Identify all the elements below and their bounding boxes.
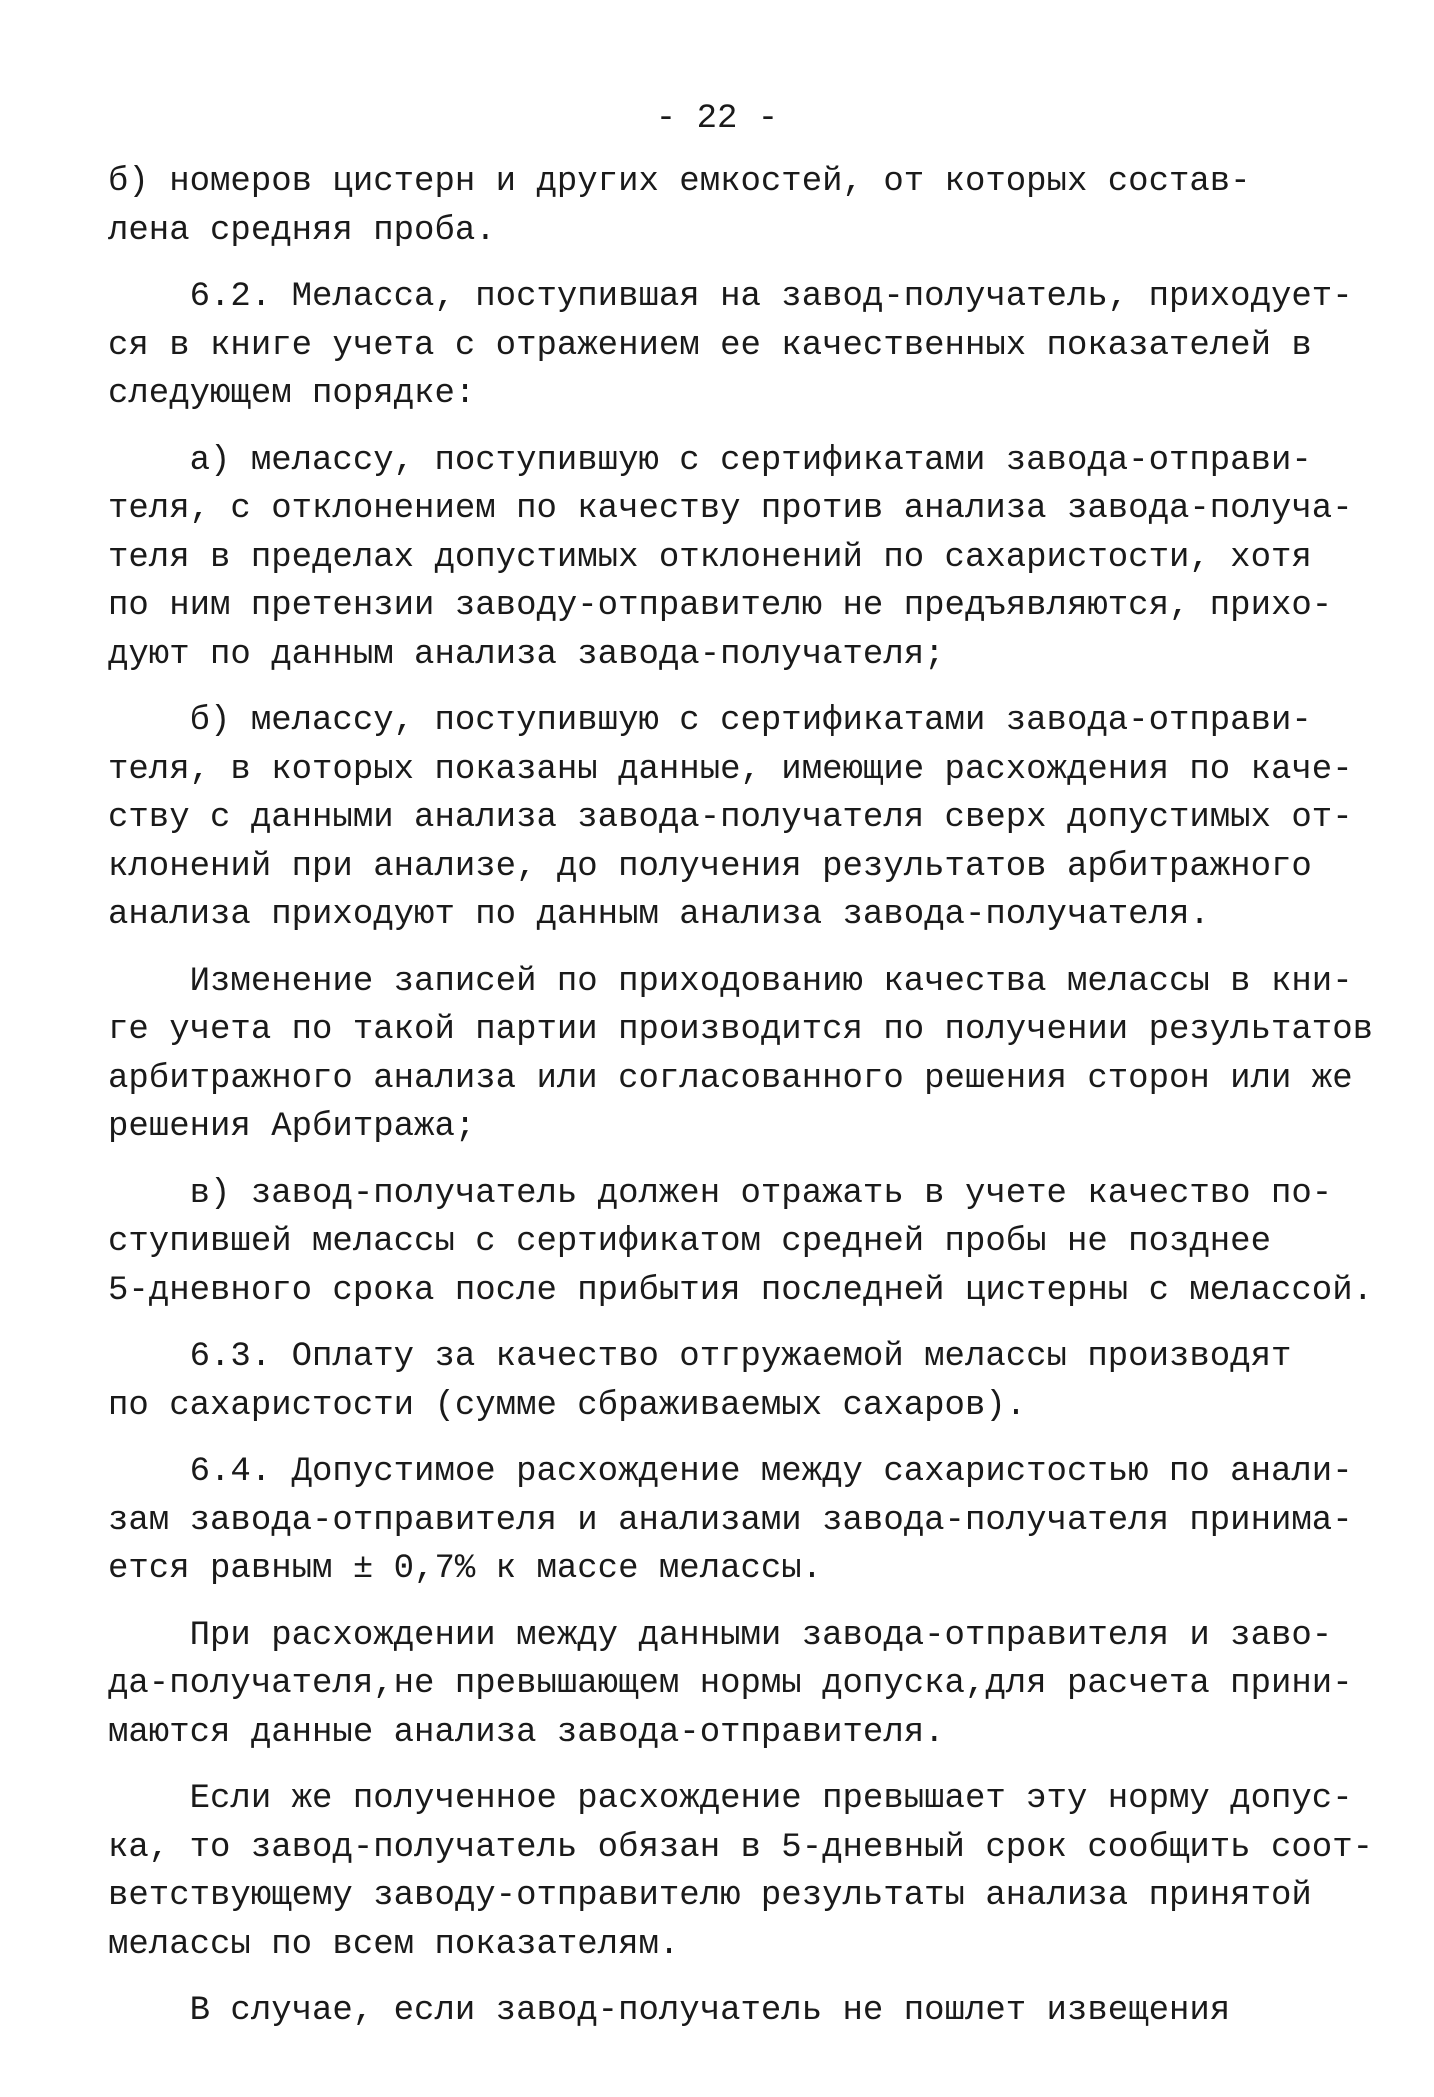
text-line: а) мелассу, поступившую с сертификатами завода-отправи- xyxy=(108,441,1312,480)
text-line: теля, в которых показаны данные, имеющие расхождения по каче- xyxy=(108,750,1353,789)
paragraph xyxy=(108,958,1374,1152)
paragraph xyxy=(108,273,1353,419)
text-line: по сахаристости (сумме сбраживаемых сахаров). xyxy=(108,1386,1027,1425)
page-number: - 22 - xyxy=(655,100,779,138)
paragraph xyxy=(108,437,1353,680)
text-line: 6.3. Оплату за качество отгружаемой мелассы производят xyxy=(108,1338,1292,1376)
paragraph xyxy=(108,1987,1348,2036)
text-line: ству с данными анализа завода-получателя сверх допустимых от- xyxy=(108,799,1353,837)
text-line: ка, то завод-получатель обязан в 5-дневный срок сообщить соот- xyxy=(108,1828,1374,1867)
text-line: в) завод-получатель должен отражать в учете качество по- xyxy=(108,1174,1333,1213)
text-line: анализа приходуют по данным анализа завода-получателя. xyxy=(108,896,1210,934)
text-line: теля, с отклонением по качеству против анализа завода-получа- xyxy=(108,490,1353,528)
paragraph xyxy=(108,1333,1348,1430)
paragraph xyxy=(108,1612,1353,1758)
text-line: решения Арбитража; xyxy=(108,1108,476,1146)
document-body xyxy=(108,158,1374,2054)
text-line: маются данные анализа завода-отправителя. xyxy=(108,1713,945,1752)
text-line: теля в пределах допустимых отклонений по сахаристости, хотя xyxy=(108,538,1312,577)
text-line: б) номеров цистерн и других емкостей, от которых состав- xyxy=(108,163,1251,201)
text-line: зам завода-отправителя и анализами завода-получателя принима- xyxy=(108,1501,1353,1540)
text-line: ге учета по такой партии производится по получении результатов xyxy=(108,1011,1374,1049)
text-line: При расхождении между данными завода-отправителя и заво- xyxy=(108,1616,1333,1655)
text-line: да-получателя,не превышающем нормы допуска,для расчета прини- xyxy=(108,1665,1353,1703)
paragraph xyxy=(108,1170,1374,1316)
text-line: лена средняя проба. xyxy=(108,211,496,250)
text-line: по ним претензии заводу-отправителю не предъявляются, прихо- xyxy=(108,587,1333,625)
paragraph xyxy=(108,1775,1374,1969)
text-line: ступившей мелассы с сертификатом средней пробы не позднее xyxy=(108,1223,1271,1261)
text-line: 6.2. Меласса, поступившая на завод-получатель, приходует- xyxy=(108,278,1353,316)
text-line: 5-дневного срока после прибытия последней цистерны с мелассой. xyxy=(108,1271,1374,1310)
text-line: Изменение записей по приходованию качества мелассы в кни- xyxy=(108,962,1353,1001)
text-line: дуют по данным анализа завода-получателя; xyxy=(108,635,945,674)
text-line: Если же полученное расхождение превышает эту норму допус- xyxy=(108,1780,1353,1818)
text-line: следующем порядке: xyxy=(108,375,476,413)
paragraph xyxy=(108,158,1348,255)
text-line: ется равным ± 0,7% к массе мелассы. xyxy=(108,1550,823,1588)
text-line: В случае, если завод-получатель не пошлет извещения xyxy=(108,1992,1231,2030)
text-line: 6.4. Допустимое расхождение между сахаристостью по анали- xyxy=(108,1453,1353,1491)
text-line: арбитражного анализа или согласованного решения сторон или же xyxy=(108,1059,1353,1098)
text-line: ветствующему заводу-отправителю результаты анализа принятой xyxy=(108,1877,1312,1915)
text-line: ся в книге учета с отражением ее качественных показателей в xyxy=(108,326,1312,365)
paragraph xyxy=(108,1448,1353,1594)
text-line: мелассы по всем показателям. xyxy=(108,1925,680,1964)
paragraph xyxy=(108,697,1353,940)
text-line: клонений при анализе, до получения результатов арбитражного xyxy=(108,847,1312,886)
text-line: б) мелассу, поступившую с сертификатами завода-отправи- xyxy=(108,702,1312,740)
